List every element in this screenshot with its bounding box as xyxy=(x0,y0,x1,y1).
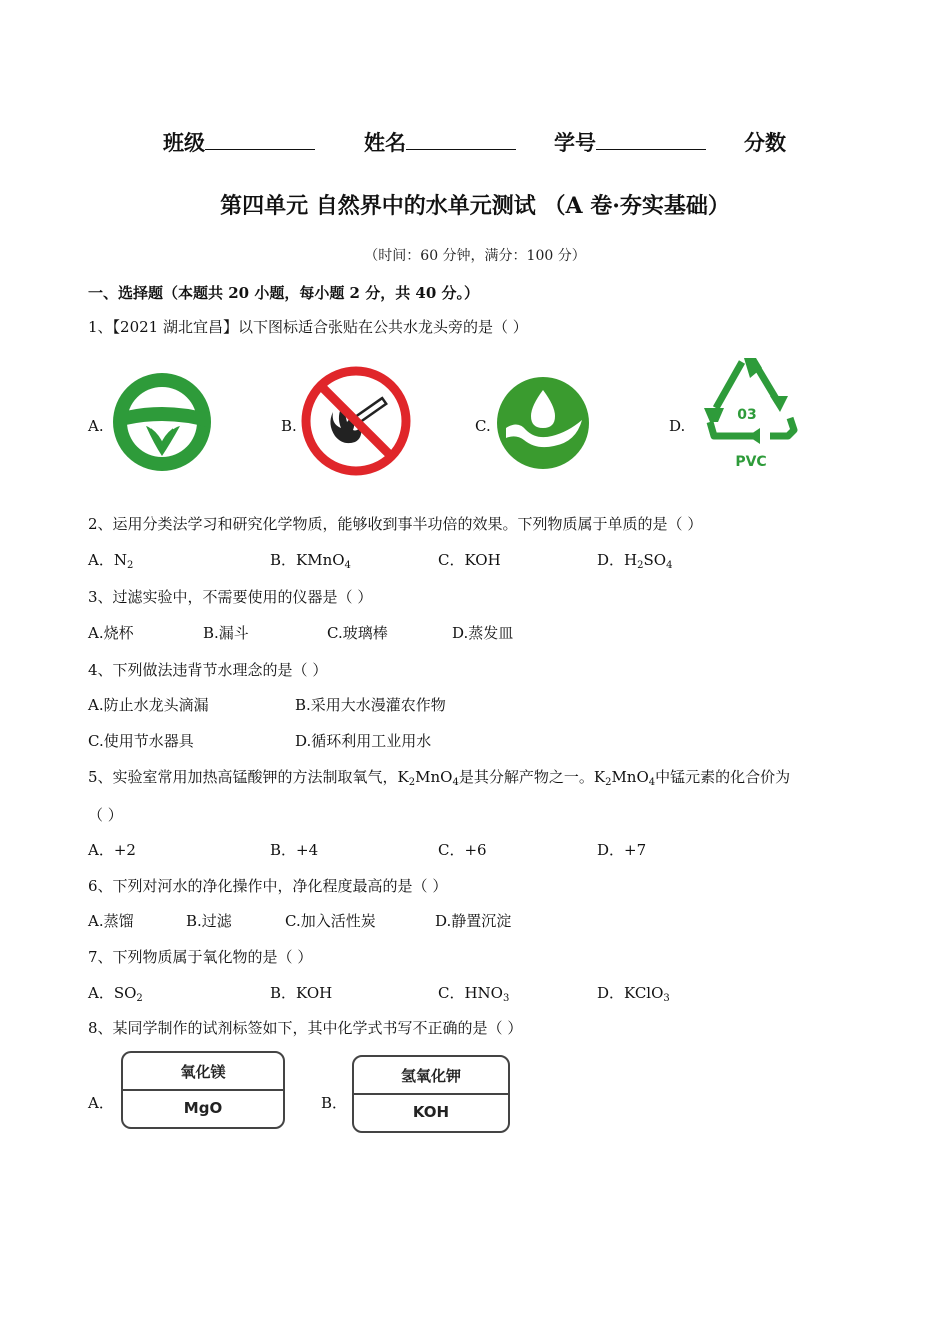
id-field xyxy=(554,127,706,157)
reagent-label-b-formula: KOH xyxy=(412,1103,450,1121)
q3-option-a: A.烧杯 xyxy=(88,624,134,642)
score-field xyxy=(744,127,786,157)
question-8-stem: 8、某同学制作的试剂标签如下，其中化学式书写不正确的是（ ） xyxy=(88,1019,523,1037)
id-label: 学号 xyxy=(554,130,596,155)
q4-option-c: C.使用节水器具 xyxy=(88,732,194,750)
q6-option-c: C.加入活性炭 xyxy=(285,912,376,930)
q7-option-a: A．$SO_2$ xyxy=(88,984,143,1004)
q2-option-d: D．$H_2SO_4$ xyxy=(597,551,673,571)
q2-option-a: A．$N_2$ xyxy=(88,551,134,571)
page-subtitle: （时间：60 分钟，满分：100 分） xyxy=(364,248,586,264)
question-4-stem: 4、下列做法违背节水理念的是（ ） xyxy=(88,661,328,679)
question-3-stem: 3、过滤实验中，不需要使用的仪器是（ ） xyxy=(88,588,373,606)
no-fire-icon xyxy=(301,366,411,476)
q1-option-d-label: D. xyxy=(669,417,686,435)
q4-option-b: B.采用大水漫灌农作物 xyxy=(295,696,446,714)
q6-option-b: B.过滤 xyxy=(186,912,232,930)
question-5-stem: 5、实验室常用加热高锰酸钾的方法制取氧气，$K_2MnO_4$是其分解产物之一。$K_2MnO_4$中锰元素的化合价为 xyxy=(88,768,791,788)
question-2-stem: 2、运用分类法学习和研究化学物质，能够收到事半功倍的效果。下列物质属于单质的是（ ） xyxy=(88,515,703,533)
q1-option-b-label: B. xyxy=(281,417,297,435)
q6-option-d: D.静置沉淀 xyxy=(435,912,512,930)
score-label: 分数 xyxy=(744,130,786,155)
question-5-stem-line2: （ ） xyxy=(88,806,123,824)
q6-option-a: A.蒸馏 xyxy=(88,912,134,930)
green-food-icon xyxy=(110,370,214,474)
name-label: 姓名 xyxy=(364,130,406,155)
id-blank xyxy=(596,131,706,150)
q1-option-a-label: A. xyxy=(88,417,104,435)
water-saving-icon xyxy=(496,376,590,470)
q7-option-c: C．$HNO_3$ xyxy=(438,984,510,1004)
q4-option-d: D.循环利用工业用水 xyxy=(295,732,432,750)
recycle-code: 03 xyxy=(737,407,757,423)
question-7-stem: 7、下列物质属于氧化物的是（ ） xyxy=(88,948,313,966)
q5-option-b: B．+4 xyxy=(270,841,319,859)
class-blank xyxy=(205,131,315,150)
q3-option-c: C.玻璃棒 xyxy=(327,624,388,642)
q5-option-d: D．+7 xyxy=(597,841,647,859)
q4-option-a: A.防止水龙头滴漏 xyxy=(88,696,209,714)
reagent-label-a-divider xyxy=(123,1089,283,1091)
reagent-label-b xyxy=(352,1055,510,1133)
q5-option-c: C．+6 xyxy=(438,841,487,859)
q3-option-b: B.漏斗 xyxy=(203,624,249,642)
question-1-stem: 1、【2021 湖北宜昌】以下图标适合张贴在公共水龙头旁的是（ ） xyxy=(88,318,528,336)
reagent-label-a-name: 氧化镁 xyxy=(180,1063,226,1081)
recycle-text: PVC xyxy=(735,454,767,470)
q3-option-d: D.蒸发皿 xyxy=(452,624,514,642)
page-title: 第四单元 自然界中的水单元测试 （A 卷·夯实基础） xyxy=(220,193,730,219)
q5-option-a: A．+2 xyxy=(88,841,136,859)
class-field xyxy=(163,127,315,157)
recycle-icon xyxy=(694,352,804,472)
q2-option-b: B．KMnO$_4$ xyxy=(270,551,351,571)
q1-option-c-label: C. xyxy=(475,417,491,435)
name-field xyxy=(364,127,516,157)
q2-option-c: C．KOH xyxy=(438,551,501,569)
q7-option-b: B．KOH xyxy=(270,984,333,1002)
class-label: 班级 xyxy=(163,130,205,155)
reagent-label-a xyxy=(121,1051,285,1129)
section-heading: 一、选择题（本题共 20 小题，每小题 2 分，共 40 分。） xyxy=(88,284,480,302)
q7-option-d: D．KClO$_3$ xyxy=(597,984,670,1004)
reagent-label-b-name: 氢氧化钾 xyxy=(400,1067,461,1085)
q8-option-b-label: B． xyxy=(321,1094,348,1112)
name-blank xyxy=(406,131,516,150)
reagent-label-a-formula: MgO xyxy=(183,1099,223,1117)
q8-option-a-label: A． xyxy=(88,1094,114,1112)
question-6-stem: 6、下列对河水的净化操作中，净化程度最高的是（ ） xyxy=(88,877,448,895)
reagent-label-b-divider xyxy=(354,1093,508,1095)
